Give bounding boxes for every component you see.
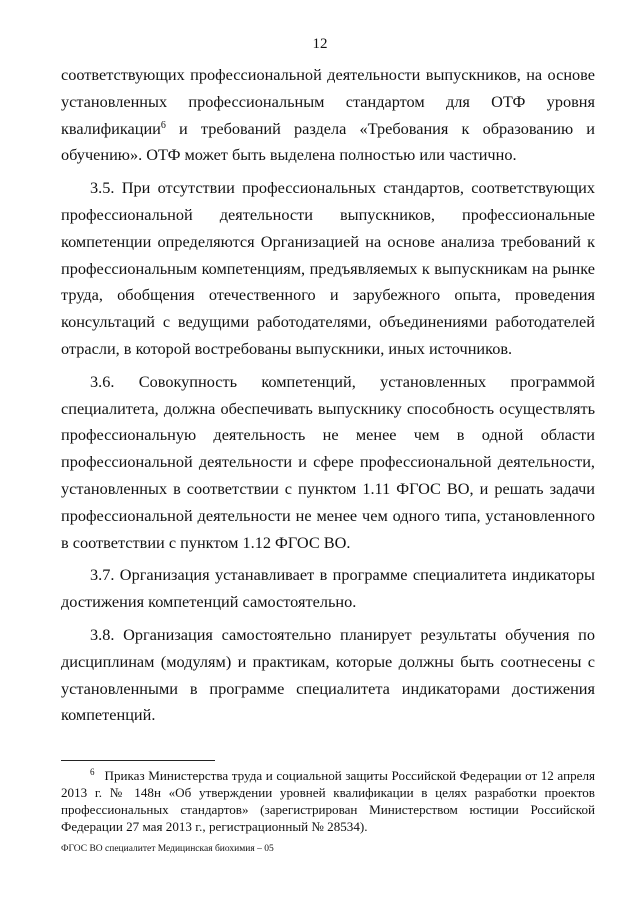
document-body <box>61 62 595 735</box>
footnote-reference: 6 <box>160 119 166 131</box>
page-footer: ФГОС ВО специалитет Медицинская биохимия – 05 <box>61 844 274 854</box>
paragraph-3-5: 3.5. При отсутствии профессиональных стандартов, соответствующих профессиональной деятельности выпускников, профессиональные компетенции определяются Организацией на основе анализа требований к профессиональным компетенциям, предъявляемых к выпускникам на рынке труда, обобщения отечественного и зарубежного опыта, проведения консультаций с ведущими работодателями, объединениями работодателей отрасли, в которой востребованы выпускники, иных источников. <box>61 178 595 358</box>
paragraph-3-8: 3.8. Организация самостоятельно планирует результаты обучения по дисциплинам (модулям) и практикам, которые должны быть соотнесены с установленными в программе специалитета индикаторами достижения компетенций. <box>61 624 595 725</box>
paragraph-3-6: 3.6. Совокупность компетенций, установленных программой специалитета, должна обеспечивать выпускнику способность осуществлять профессиональную деятельность не менее чем в одной области профессиональной деятельности и сфере профессиональной деятельности, установленных в соответствии с пунктом 1.11 ФГОС ВО, и решать задачи профессиональной деятельности не менее чем одного типа, установленного в соответствии с пунктом 1.12 ФГОС ВО. <box>61 371 595 552</box>
footnote-marker: 6 <box>90 767 95 777</box>
paragraph-3-7: 3.7. Организация устанавливает в программе специалитета индикаторы достижения компетенций самостоятельно. <box>61 565 595 612</box>
footnote <box>61 767 595 835</box>
footnote-divider <box>61 760 215 761</box>
paragraph-text: соответствующих профессиональной деятельности выпускников, на основе установленных профессиональным стандартом для ОТФ уровня квалификации <box>61 65 595 138</box>
paragraph-continuation <box>61 62 595 169</box>
paragraph-text-after: и требований раздела «Требования к образованию и обучению». ОТФ может быть выделена полностью или частично. <box>61 118 595 165</box>
page-number: 12 <box>312 36 328 52</box>
footnote-text: Приказ Министерства труда и социальной защиты Российской Федерации от 12 апреля 2013 г. № 148н «Об утверждении уровней квалификации в целях разработки проектов профессиональных стандартов» (зарегистрирован Министерством юстиции Российской Федерации 27 мая 2013 г., регистрационный № 28534). <box>61 768 595 834</box>
